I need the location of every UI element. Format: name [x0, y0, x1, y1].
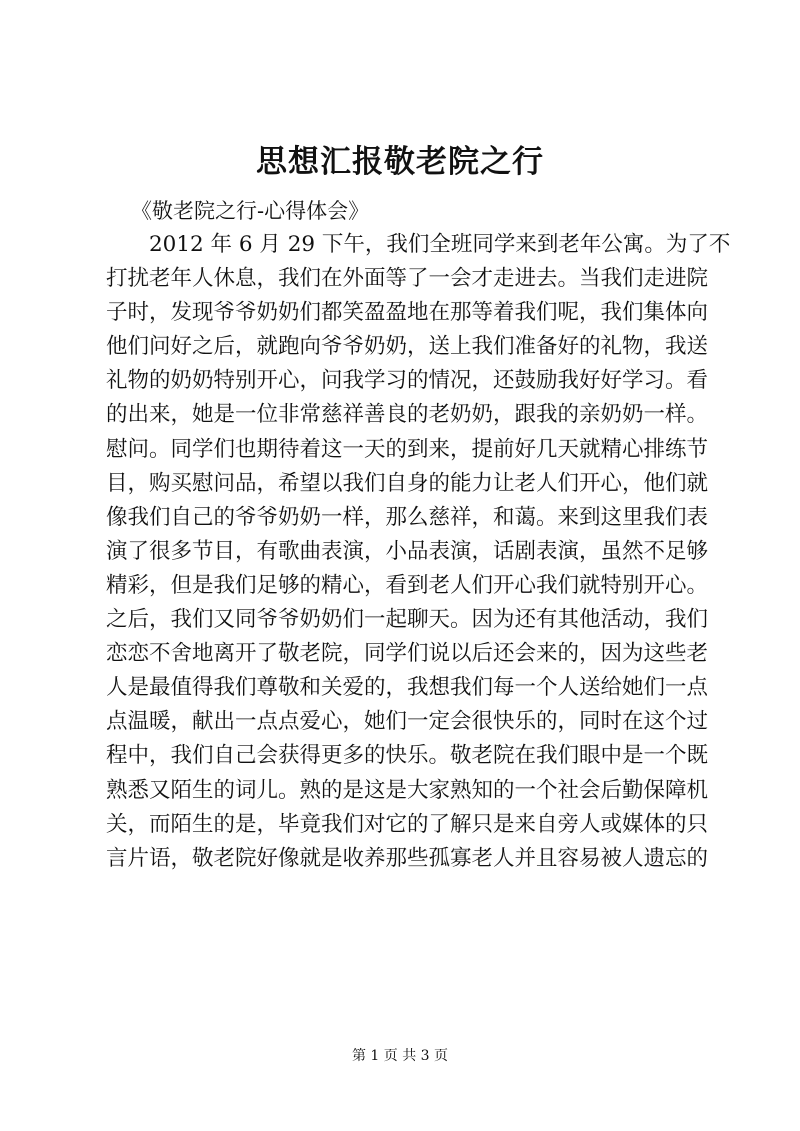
body-line: 打扰老年人休息，我们在外面等了一会才走进去。当我们走进院	[106, 266, 709, 292]
body-line: 之后，我们又同爷爷奶奶们一起聊天。因为还有其他活动，我们	[106, 607, 709, 633]
body-line: 像我们自己的爷爷奶奶一样，那么慈祥，和蔼。来到这里我们表	[106, 504, 709, 530]
page-footer: 第 1 页 共 3 页	[351, 1048, 449, 1064]
body-line: 慰问。同学们也期待着这一天的到来，提前好几天就精心排练节	[106, 436, 709, 462]
body-line: 熟悉又陌生的词儿。熟的是这是大家熟知的一个社会后勤保障机	[106, 777, 709, 803]
body-line: 2012 年 6 月 29 下午，我们全班同学来到老年公寓。为了不	[149, 232, 731, 257]
body-line: 子时，发现爷爷奶奶们都笑盈盈地在那等着我们呢，我们集体向	[106, 300, 709, 326]
body-line: 人是最值得我们尊敬和关爱的，我想我们每一个人送给她们一点	[106, 675, 709, 701]
body-line: 他们问好之后，就跑向爷爷奶奶，送上我们准备好的礼物，我送	[106, 334, 709, 360]
body-line: 目，购买慰问品，希望以我们自身的能力让老人们开心，他们就	[106, 470, 709, 496]
body-line: 的出来，她是一位非常慈祥善良的老奶奶，跟我的亲奶奶一样。	[106, 402, 709, 428]
document-subtitle: 《敬老院之行-心得体会》	[131, 199, 370, 223]
body-line: 精彩，但是我们足够的精心，看到老人们开心我们就特别开心。	[106, 572, 709, 598]
body-line: 点温暖，献出一点点爱心，她们一定会很快乐的，同时在这个过	[106, 709, 709, 735]
document-body	[106, 228, 731, 876]
body-line: 程中，我们自己会获得更多的快乐。敬老院在我们眼中是一个既	[106, 743, 709, 769]
document-title: 思想汇报敬老院之行	[256, 144, 544, 180]
body-line: 恋恋不舍地离开了敬老院，同学们说以后还会来的，因为这些老	[106, 641, 709, 667]
body-line: 言片语，敬老院好像就是收养那些孤寡老人并且容易被人遗忘的	[106, 845, 709, 871]
body-line: 关，而陌生的是，毕竟我们对它的了解只是来自旁人或媒体的只	[106, 811, 709, 837]
body-line: 礼物的奶奶特别开心，问我学习的情况，还鼓励我好好学习。看	[106, 368, 709, 394]
body-line: 演了很多节目，有歌曲表演，小品表演，话剧表演，虽然不足够	[106, 538, 709, 564]
